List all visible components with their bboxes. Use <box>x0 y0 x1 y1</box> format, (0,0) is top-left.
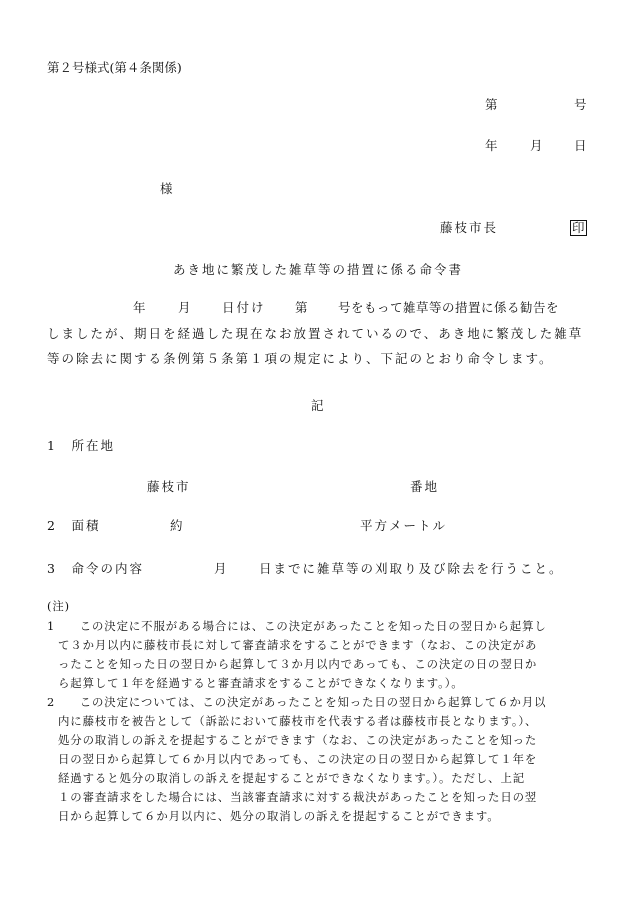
note2-line2: 内に藤枝市を被告として（訴訟において藤枝市を代表する者は藤枝市長となります。）、 <box>58 714 538 728</box>
item-content-text: 日までに雑草等の刈取り及び除去を行うこと。 <box>259 561 564 576</box>
form-number: 第２号様式(第４条関係) <box>47 60 182 75</box>
note1-line1: 1 この決定に不服がある場合には、この決定があったことを知った日の翌日から起算し <box>47 619 547 633</box>
ki-heading: 記 <box>311 398 324 413</box>
issuer-title: 藤枝市長 <box>440 220 499 235</box>
document-title: あき地に繁茂した雑草等の措置に係る命令書 <box>173 262 464 277</box>
note2-line3: 処分の取消しの訴えを提起することができます（なお、この決定があったことを知った <box>58 733 538 747</box>
body-line3: 等の除去に関する条例第５条第１項の規定により、下記のとおり命令します。 <box>47 351 554 366</box>
note1-line4: ら起算して１年を経過すると審査請求をすることができなくなります。）。 <box>58 676 464 690</box>
body-line1-month: 月 <box>178 300 191 315</box>
note2-line7: 日から起算して６か月以内に、処分の取消しの訴えを提起することができます。 <box>58 809 500 823</box>
date-year: 年 <box>485 138 498 153</box>
seal-mark: 印 <box>572 220 585 235</box>
doc-number-suffix: 号 <box>574 97 587 112</box>
notes-heading: (注) <box>47 599 70 613</box>
item-area-unit: 平方メートル <box>360 518 448 533</box>
body-line1-dated: 日付け <box>222 300 266 315</box>
item-location-label: 1 所在地 <box>47 438 115 453</box>
note2-line4: 日の翌日から起算して６か月以内であっても、この決定の日の翌日から起算して１年を <box>58 752 538 766</box>
item-area-approx: 約 <box>170 518 183 533</box>
item-area-label: 2 面積 <box>47 518 101 533</box>
body-line1-year: 年 <box>133 300 146 315</box>
note1-line3: ったことを知った日の翌日から起算して３か月以内であっても、この決定の日の翌日か <box>58 657 538 671</box>
addressee-suffix: 様 <box>160 181 173 196</box>
note2-line6: １の審査請求をした場合には、当該審査請求に対する裁決があったことを知った日の翌 <box>58 790 538 804</box>
body-line1-rest: 号をもって雑草等の措置に係る勧告を <box>338 300 560 315</box>
item-location-banchi: 番地 <box>410 479 440 494</box>
doc-number-prefix: 第 <box>485 97 498 112</box>
note2-line1: 2 この決定については、この決定があったことを知った日の翌日から起算して６か月以 <box>47 695 547 709</box>
date-month: 月 <box>530 138 543 153</box>
item-content-label: 3 命令の内容 <box>47 561 144 576</box>
item-location-city: 藤枝市 <box>147 479 191 494</box>
item-content-month: 月 <box>214 561 227 576</box>
body-line1-dai: 第 <box>295 300 308 315</box>
body-line2: しましたが、期日を経過した現在なお放置されているので、あき地に繁茂した雑草 <box>47 326 584 341</box>
date-day: 日 <box>574 138 587 153</box>
note2-line5: 経過すると処分の取消しの訴えを提起することができなくなります。）。ただし、上記 <box>58 771 526 785</box>
note1-line2: て３か月以内に藤枝市長に対して審査請求をすることができます（なお、この決定があ <box>58 638 538 652</box>
